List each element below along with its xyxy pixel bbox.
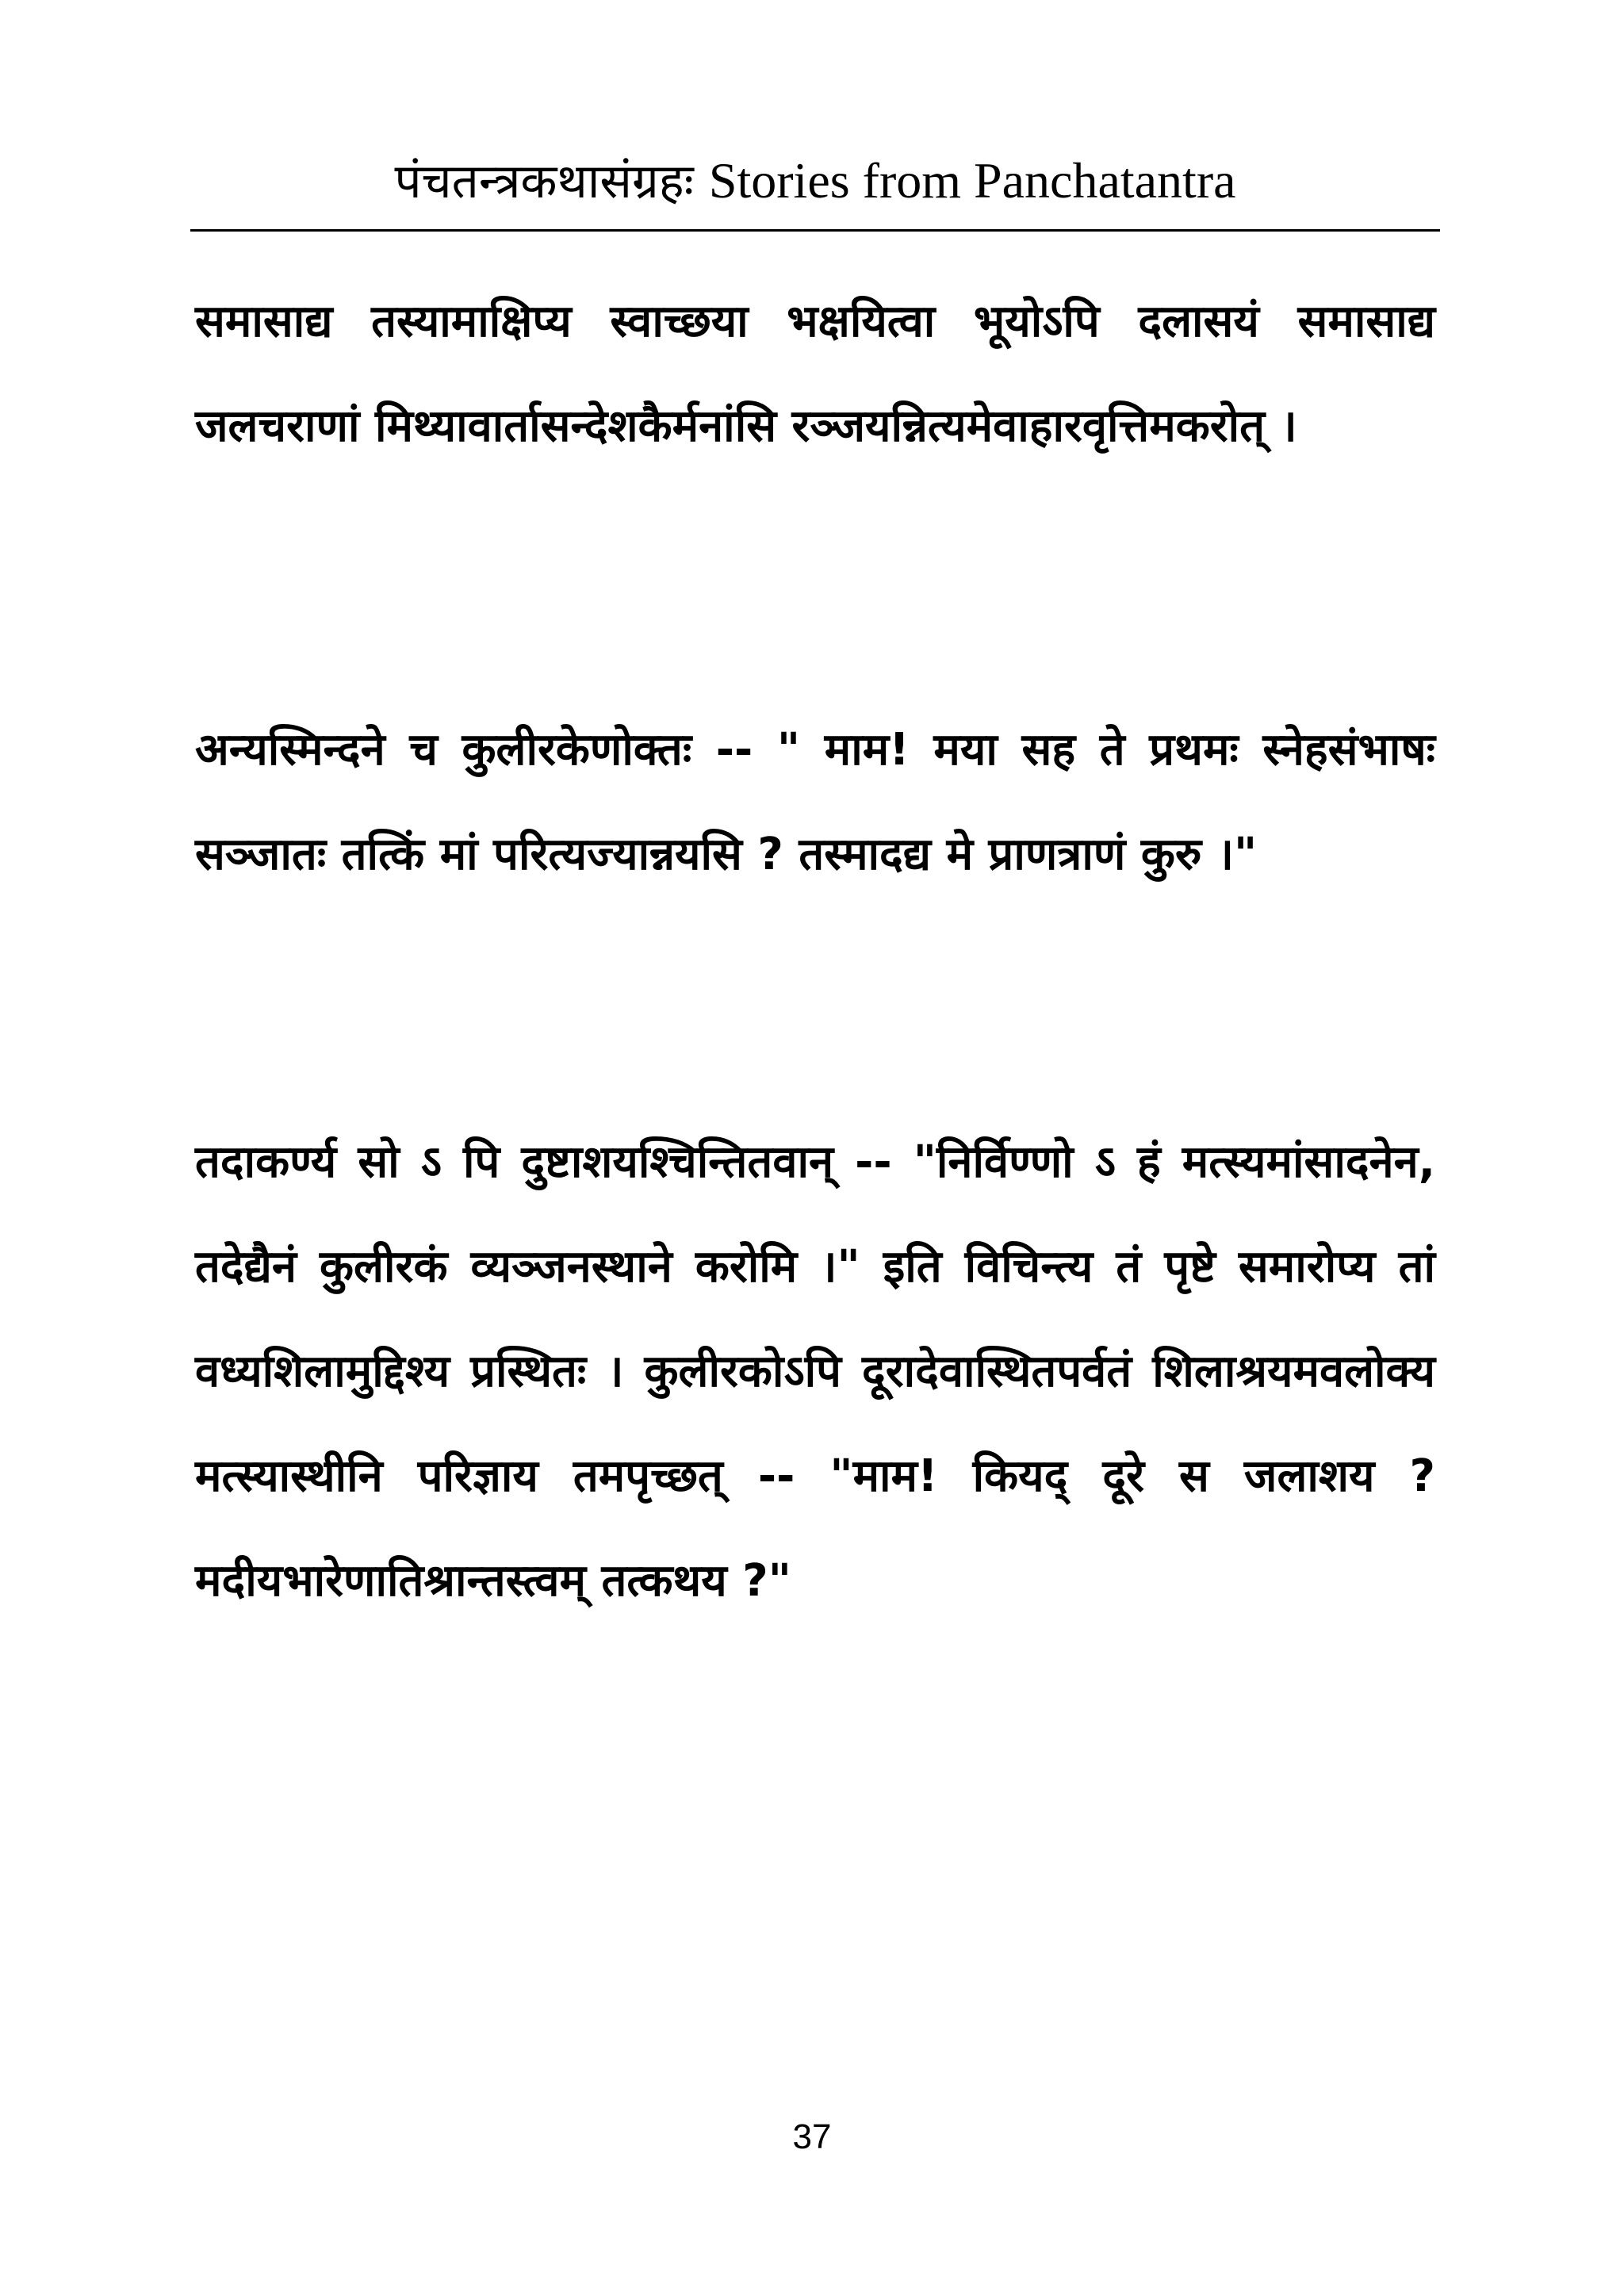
paragraph-1-block: [195, 270, 1435, 479]
header-title-devanagari: पंचतन्त्रकथासंग्रहः: [394, 154, 694, 209]
paragraph-3-block: [195, 1110, 1435, 1634]
paragraph-3: तदाकर्ण्य सो ऽ पि दुष्टाशयश्चिन्तितवान् -- "निर्विण्णो ऽ हं मत्स्यमांसादनेन, तदेद्यैनं कुलीरकं व्यञ्जनस्थाने करोमि ।" इति विचिन्त्य तं पृष्टे समारोप्य तां वध्यशिलामुद्दिश्य प्रस्थितः । कुलीरकोऽपि दूरादेवास्थितपर्वतं शिलाश्रयमवलोक्य मत्स्यास्थीनि परिज्ञाय तमपृच्छत् -- "माम! कियद् दूरे स जलाशय ? मदीयभारेणातिश्रान्तस्त्वम् तत्कथय ?": [195, 1136, 1435, 1607]
paragraph-2: अन्यस्मिन्दने च कुलीरकेणोक्तः -- " माम! मया सह ते प्रथमः स्नेहसंभाषः सञ्जातः तत्किं मां परित्यज्यान्नयसि ? तस्मादद्य मे प्राणत्राणं कुरु ।": [195, 724, 1435, 880]
paragraph-1: समासाद्य तस्यामाक्षिप्य स्वाच्छया भक्षयित्वा भूयोऽपि दलासयं समासाद्य जलचराणां मिथ्यावार्तासन्देशकैर्मनांसि रञ्जयन्नित्यमेवाहारवृत्तिमकरोत् ।: [195, 296, 1435, 452]
page-number: 37: [792, 2117, 832, 2156]
header-divider: [190, 229, 1440, 232]
paragraph-2-block: [195, 698, 1435, 907]
running-header: [190, 141, 1440, 220]
header-title-english: Stories from Panchatantra: [708, 152, 1236, 209]
